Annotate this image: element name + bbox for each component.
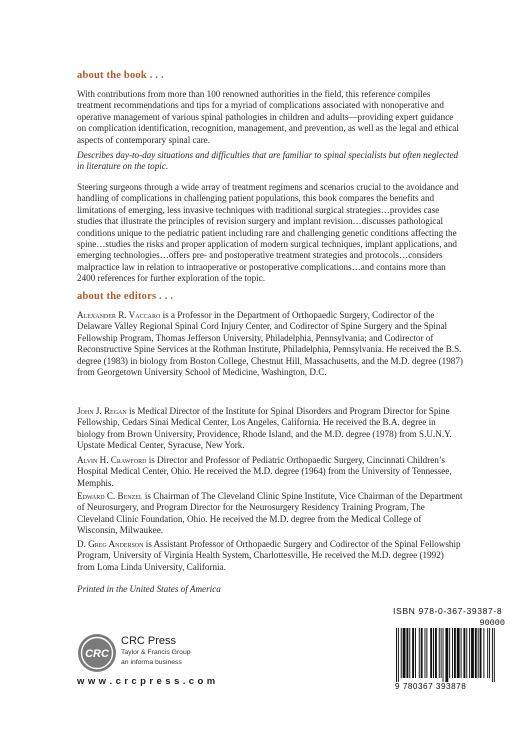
editor-bio bbox=[77, 491, 463, 537]
editor-name: Edward C. Benzel bbox=[77, 491, 143, 501]
publisher-informa: an informa business bbox=[121, 659, 182, 666]
editor-bio bbox=[77, 310, 463, 378]
editor-bio bbox=[77, 406, 463, 452]
about-book-paragraph-3: Steering surgeons through a wide array of treatment regimens and scenarios crucial to the avoidance and handling of complications in challenging patient populations, this book compares the benefits and limitations of emerging, less invasive techniques with traditional surgical strategies…provides case studies that illustrate the principles of revision surgery and implant revision…discusses pathological conditions unique to the pediatric patient including rare and challenging genetic conditions affecting the spine…studies the risks and proper application of modern surgical techniques, implant applications, and emerging technologies…offers pre- and postoperative treatment strategies and protocols…considers malpractice law in relation to intraoperative or postoperative complications…and contains more than 2400 references for further exploration of the topic. bbox=[77, 182, 459, 284]
editor-bio-text: is Assistant Professor of Orthopaedic Surgery and Codirector of the Spinal Fellowship Program, University of Virginia Health System, Charlottesville. He received the M.D. degree (1992) from Loma Linda University, California. bbox=[77, 539, 461, 572]
publisher-logo-block bbox=[77, 633, 217, 703]
editor-bio-text: is a Professor in the Department of Orthopaedic Surgery, Codirector of the Delaware Valley Regional Spinal Cord Injury Center, and Codirector of Spine Surgery and the Spinal Fellowship Program, Thomas Jefferson University, Philadelphia, Pennsylvania; and Codirector of Reconstructive Spine Services at the Rothman Institute, Philadelphia, Pennsylvania. He received the B.S. degree (1983) in biology from Boston College, Chestnut Hill, Massachusetts, and the M.D. degree (1987) from Georgetown University School of Medicine, Washington, D.C. bbox=[77, 310, 463, 378]
about-book-paragraph-2: Describes day-to-day situations and difficulties that are familiar to spinal specialists but often neglected in literature on the topic. bbox=[77, 150, 459, 172]
about-editors-heading: about the editors . . . bbox=[77, 291, 174, 302]
publisher-group: Taylor & Francis Group bbox=[121, 649, 191, 656]
publisher-name: CRC Press bbox=[121, 635, 177, 647]
editor-name: Alexander R. Vaccaro bbox=[77, 310, 161, 320]
editor-bio bbox=[77, 539, 463, 573]
editor-bio-text: is Chairman of The Cleveland Clinic Spine Institute, Vice Chairman of the Department of Neurosurgery, and Program Director for the Neurosurgery Residency Training Program, The Cleveland Clinic Foundation, Ohio. He received the M.D. degree from the Medical College of Wisconsin, Milwaukee. bbox=[77, 491, 463, 536]
crc-logo-text: CRC bbox=[85, 648, 109, 660]
editor-bio bbox=[77, 455, 463, 489]
isbn-label: ISBN 978-0-367-39387-8 bbox=[393, 606, 503, 616]
editor-name: John J. Regan bbox=[77, 406, 127, 416]
editor-name: Alvin H. Crawford bbox=[77, 455, 147, 465]
price-code: 90000 bbox=[479, 618, 505, 628]
editor-name: D. Greg Anderson bbox=[77, 539, 144, 549]
isbn-barcode bbox=[393, 606, 505, 704]
printed-note: Printed in the United States of America bbox=[77, 584, 221, 594]
editor-bio-text: is Medical Director of the Institute for Spinal Disorders and Program Director for Spine Fellowship, Cedars Sinai Medical Center, Los Angeles, California. He received the B.A. degree in biology from Brown University, Providence, Rhode Island, and the M.D. degree (1978) from S.U.N.Y. Upstate Medical Center, Syracuse, New York. bbox=[77, 406, 452, 451]
about-book-paragraph-1: With contributions from more than 100 renowned authorities in the field, this reference compiles treatment recommendations and tips for a myriad of complications associated with nonoperative and operative management of various spinal pathologies in children and adults—providing expert guidance on complication identification, recognition, management, and prevention, as well as the legal and ethical aspects of contemporary spinal care. bbox=[77, 89, 459, 145]
publisher-url: w w w . c r c p r e s s . c o m bbox=[77, 676, 216, 687]
editor-bio-text: is Director and Professor of Pediatric Orthopaedic Surgery, Cincinnati Children’s Hospital Medical Center, Ohio. He received the M.D. degree (1964) from the University of Tennessee, Memphis. bbox=[77, 455, 452, 488]
barcode-icon bbox=[393, 628, 505, 682]
barcode-digits: 9 780367 393878 bbox=[395, 682, 467, 691]
crc-logo-icon bbox=[77, 633, 117, 673]
about-book-heading: about the book . . . bbox=[77, 70, 164, 81]
